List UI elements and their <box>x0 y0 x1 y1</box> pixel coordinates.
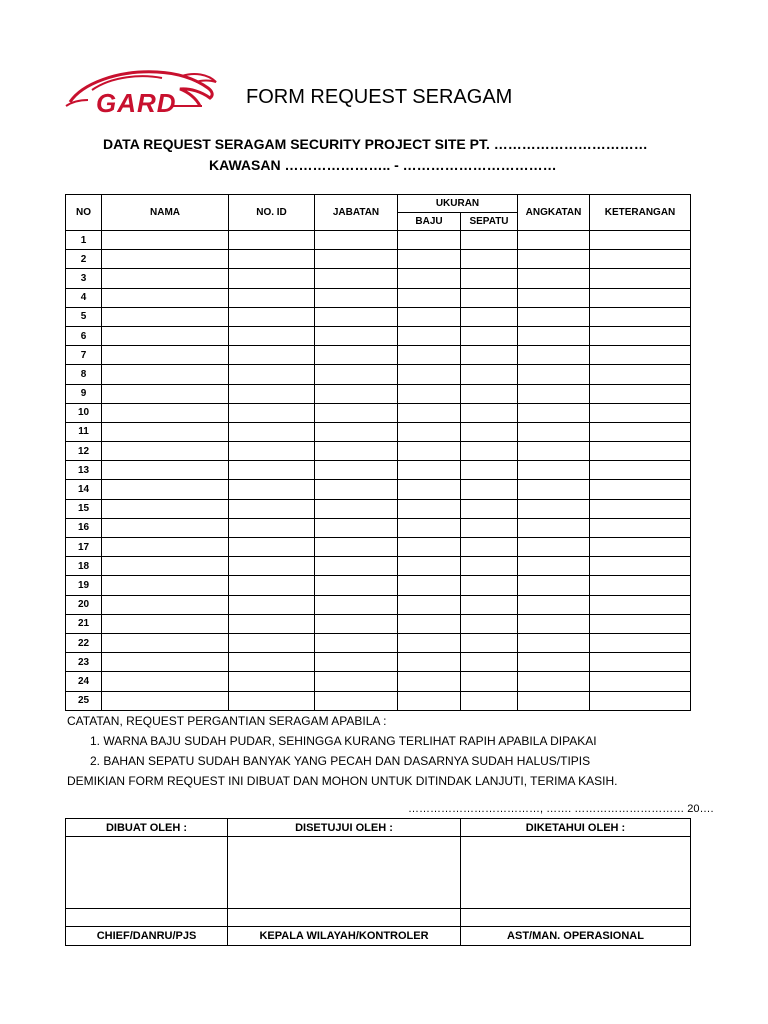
row-number: 23 <box>66 653 102 672</box>
notes-item-1: 1. WARNA BAJU SUDAH PUDAR, SEHINGGA KURANG TERLIHAT RAPIH APABILA DIPAKAI <box>90 734 597 748</box>
cell-nama[interactable] <box>102 614 229 633</box>
cell-sepatu[interactable] <box>461 653 518 672</box>
cell-keterangan[interactable] <box>590 557 691 576</box>
cell-no-id[interactable] <box>229 346 315 365</box>
row-number: 10 <box>66 403 102 422</box>
cell-sepatu[interactable] <box>461 691 518 710</box>
row-number: 7 <box>66 346 102 365</box>
notes-heading: CATATAN, REQUEST PERGANTIAN SERAGAM APABILA : <box>67 714 387 728</box>
row-number: 22 <box>66 633 102 652</box>
table-row <box>66 346 691 365</box>
cell-jabatan[interactable] <box>315 499 398 518</box>
cell-keterangan[interactable] <box>590 538 691 557</box>
cell-no-id[interactable] <box>229 538 315 557</box>
cell-angkatan[interactable] <box>518 480 590 499</box>
row-number: 15 <box>66 499 102 518</box>
table-row <box>66 595 691 614</box>
cell-baju[interactable] <box>398 403 461 422</box>
cell-no-id[interactable] <box>229 653 315 672</box>
cell-angkatan[interactable] <box>518 557 590 576</box>
signature-area-2[interactable] <box>228 837 461 909</box>
cell-angkatan[interactable] <box>518 499 590 518</box>
cell-no-id[interactable] <box>229 442 315 461</box>
table-row <box>66 614 691 633</box>
cell-keterangan[interactable] <box>590 672 691 691</box>
cell-no-id[interactable] <box>229 307 315 326</box>
signer-name-1[interactable] <box>66 909 228 927</box>
table-row <box>66 288 691 307</box>
cell-baju[interactable] <box>398 269 461 288</box>
cell-baju[interactable] <box>398 614 461 633</box>
header-ukuran: UKURAN <box>398 195 518 213</box>
cell-keterangan[interactable] <box>590 480 691 499</box>
cell-jabatan[interactable] <box>315 384 398 403</box>
cell-keterangan[interactable] <box>590 269 691 288</box>
table-row <box>66 672 691 691</box>
sign-header-disetujui: DISETUJUI OLEH : <box>228 819 461 837</box>
cell-nama[interactable] <box>102 557 229 576</box>
row-number: 14 <box>66 480 102 499</box>
cell-no-id[interactable] <box>229 595 315 614</box>
cell-sepatu[interactable] <box>461 538 518 557</box>
cell-nama[interactable] <box>102 288 229 307</box>
cell-keterangan[interactable] <box>590 288 691 307</box>
cell-nama[interactable] <box>102 422 229 441</box>
header-no-id: NO. ID <box>229 195 315 231</box>
cell-jabatan[interactable] <box>315 442 398 461</box>
cell-nama[interactable] <box>102 576 229 595</box>
cell-sepatu[interactable] <box>461 672 518 691</box>
cell-keterangan[interactable] <box>590 576 691 595</box>
cell-nama[interactable] <box>102 633 229 652</box>
cell-sepatu[interactable] <box>461 557 518 576</box>
cell-keterangan[interactable] <box>590 326 691 345</box>
cell-angkatan[interactable] <box>518 231 590 250</box>
cell-jabatan[interactable] <box>315 691 398 710</box>
table-row <box>66 326 691 345</box>
table-row <box>66 518 691 537</box>
cell-angkatan[interactable] <box>518 269 590 288</box>
cell-jabatan[interactable] <box>315 518 398 537</box>
header-keterangan: KETERANGAN <box>590 195 691 231</box>
date-place-line: ………………………………, ……. ………………………… 20…. <box>408 803 714 815</box>
cell-jabatan[interactable] <box>315 480 398 499</box>
cell-baju[interactable] <box>398 518 461 537</box>
cell-keterangan[interactable] <box>590 499 691 518</box>
cell-baju[interactable] <box>398 365 461 384</box>
sign-header-dibuat: DIBUAT OLEH : <box>66 819 228 837</box>
cell-sepatu[interactable] <box>461 346 518 365</box>
header-no: NO <box>66 195 102 231</box>
cell-nama[interactable] <box>102 653 229 672</box>
page-title: FORM REQUEST SERAGAM <box>246 86 513 108</box>
table-row <box>66 231 691 250</box>
row-number: 25 <box>66 691 102 710</box>
cell-keterangan[interactable] <box>590 422 691 441</box>
cell-angkatan[interactable] <box>518 538 590 557</box>
cell-angkatan[interactable] <box>518 288 590 307</box>
cell-sepatu[interactable] <box>461 633 518 652</box>
row-number: 13 <box>66 461 102 480</box>
cell-keterangan[interactable] <box>590 365 691 384</box>
row-number: 24 <box>66 672 102 691</box>
role-operasional: AST/MAN. OPERASIONAL <box>461 927 691 946</box>
cell-jabatan[interactable] <box>315 633 398 652</box>
table-row <box>66 384 691 403</box>
cell-keterangan[interactable] <box>590 307 691 326</box>
row-number: 11 <box>66 422 102 441</box>
cell-jabatan[interactable] <box>315 326 398 345</box>
cell-baju[interactable] <box>398 538 461 557</box>
cell-no-id[interactable] <box>229 384 315 403</box>
cell-jabatan[interactable] <box>315 576 398 595</box>
cell-sepatu[interactable] <box>461 231 518 250</box>
cell-keterangan[interactable] <box>590 653 691 672</box>
cell-baju[interactable] <box>398 461 461 480</box>
cell-baju[interactable] <box>398 307 461 326</box>
cell-angkatan[interactable] <box>518 365 590 384</box>
cell-no-id[interactable] <box>229 518 315 537</box>
row-number: 16 <box>66 518 102 537</box>
table-row <box>66 442 691 461</box>
notes-closing: DEMIKIAN FORM REQUEST INI DIBUAT DAN MOHON UNTUK DITINDAK LANJUTI, TERIMA KASIH. <box>67 774 618 788</box>
cell-sepatu[interactable] <box>461 288 518 307</box>
cell-no-id[interactable] <box>229 614 315 633</box>
cell-no-id[interactable] <box>229 576 315 595</box>
notes-item-2: 2. BAHAN SEPATU SUDAH BANYAK YANG PECAH DAN DASARNYA SUDAH HALUS/TIPIS <box>90 754 591 768</box>
cell-no-id[interactable] <box>229 422 315 441</box>
cell-nama[interactable] <box>102 384 229 403</box>
cell-no-id[interactable] <box>229 691 315 710</box>
cell-nama[interactable] <box>102 518 229 537</box>
cell-angkatan[interactable] <box>518 422 590 441</box>
cell-no-id[interactable] <box>229 461 315 480</box>
cell-sepatu[interactable] <box>461 250 518 269</box>
cell-angkatan[interactable] <box>518 633 590 652</box>
cell-angkatan[interactable] <box>518 653 590 672</box>
table-row <box>66 307 691 326</box>
row-number: 6 <box>66 326 102 345</box>
cell-angkatan[interactable] <box>518 576 590 595</box>
table-body <box>66 231 691 711</box>
cell-angkatan[interactable] <box>518 346 590 365</box>
cell-jabatan[interactable] <box>315 231 398 250</box>
cell-keterangan[interactable] <box>590 595 691 614</box>
table-row <box>66 365 691 384</box>
logo-wordmark: GARD <box>96 88 177 118</box>
cell-no-id[interactable] <box>229 326 315 345</box>
cell-nama[interactable] <box>102 691 229 710</box>
subtitle-project-site: DATA REQUEST SERAGAM SECURITY PROJECT SITE PT. …………………………… <box>103 136 648 152</box>
cell-jabatan[interactable] <box>315 269 398 288</box>
table-row <box>66 691 691 710</box>
cell-no-id[interactable] <box>229 499 315 518</box>
cell-sepatu[interactable] <box>461 518 518 537</box>
cell-angkatan[interactable] <box>518 403 590 422</box>
cell-no-id[interactable] <box>229 288 315 307</box>
notes-section <box>67 711 618 791</box>
cell-baju[interactable] <box>398 480 461 499</box>
table-row <box>66 461 691 480</box>
cell-angkatan[interactable] <box>518 672 590 691</box>
cell-keterangan[interactable] <box>590 518 691 537</box>
cell-keterangan[interactable] <box>590 403 691 422</box>
table-row <box>66 576 691 595</box>
cell-nama[interactable] <box>102 250 229 269</box>
cell-keterangan[interactable] <box>590 461 691 480</box>
header-angkatan: ANGKATAN <box>518 195 590 231</box>
cell-no-id[interactable] <box>229 557 315 576</box>
cell-baju[interactable] <box>398 288 461 307</box>
cell-nama[interactable] <box>102 403 229 422</box>
cell-keterangan[interactable] <box>590 442 691 461</box>
cell-nama[interactable] <box>102 442 229 461</box>
table-row <box>66 633 691 652</box>
cell-nama[interactable] <box>102 365 229 384</box>
table-row <box>66 250 691 269</box>
signer-name-2[interactable] <box>228 909 461 927</box>
cell-nama[interactable] <box>102 499 229 518</box>
cell-sepatu[interactable] <box>461 365 518 384</box>
cell-jabatan[interactable] <box>315 614 398 633</box>
row-number: 5 <box>66 307 102 326</box>
cell-nama[interactable] <box>102 595 229 614</box>
cell-baju[interactable] <box>398 250 461 269</box>
cell-angkatan[interactable] <box>518 384 590 403</box>
cell-jabatan[interactable] <box>315 250 398 269</box>
cell-nama[interactable] <box>102 269 229 288</box>
cell-angkatan[interactable] <box>518 461 590 480</box>
cell-angkatan[interactable] <box>518 326 590 345</box>
cell-jabatan[interactable] <box>315 672 398 691</box>
row-number: 19 <box>66 576 102 595</box>
cell-nama[interactable] <box>102 346 229 365</box>
cell-no-id[interactable] <box>229 480 315 499</box>
cell-sepatu[interactable] <box>461 326 518 345</box>
cell-keterangan[interactable] <box>590 346 691 365</box>
cell-keterangan[interactable] <box>590 384 691 403</box>
cell-nama[interactable] <box>102 307 229 326</box>
cell-sepatu[interactable] <box>461 595 518 614</box>
signature-area-3[interactable] <box>461 837 691 909</box>
cell-jabatan[interactable] <box>315 653 398 672</box>
row-number: 4 <box>66 288 102 307</box>
row-number: 21 <box>66 614 102 633</box>
row-number: 3 <box>66 269 102 288</box>
cell-angkatan[interactable] <box>518 595 590 614</box>
cell-sepatu[interactable] <box>461 576 518 595</box>
cell-sepatu[interactable] <box>461 269 518 288</box>
cell-nama[interactable] <box>102 326 229 345</box>
cell-baju[interactable] <box>398 557 461 576</box>
cell-angkatan[interactable] <box>518 691 590 710</box>
role-kepala-wilayah: KEPALA WILAYAH/KONTROLER <box>228 927 461 946</box>
cell-keterangan[interactable] <box>590 691 691 710</box>
header-sepatu: SEPATU <box>461 213 518 231</box>
cell-jabatan[interactable] <box>315 461 398 480</box>
cell-baju[interactable] <box>398 576 461 595</box>
table-row <box>66 499 691 518</box>
header-baju: BAJU <box>398 213 461 231</box>
cell-nama[interactable] <box>102 538 229 557</box>
cell-angkatan[interactable] <box>518 614 590 633</box>
subtitle-kawasan: KAWASAN ………………….. - …………………………… <box>209 157 557 173</box>
cell-keterangan[interactable] <box>590 614 691 633</box>
row-number: 17 <box>66 538 102 557</box>
cell-angkatan[interactable] <box>518 442 590 461</box>
table-row <box>66 557 691 576</box>
cell-baju[interactable] <box>398 595 461 614</box>
cell-baju[interactable] <box>398 346 461 365</box>
cell-jabatan[interactable] <box>315 403 398 422</box>
cell-sepatu[interactable] <box>461 480 518 499</box>
cell-keterangan[interactable] <box>590 231 691 250</box>
cell-keterangan[interactable] <box>590 250 691 269</box>
cell-no-id[interactable] <box>229 633 315 652</box>
row-number: 20 <box>66 595 102 614</box>
cell-angkatan[interactable] <box>518 307 590 326</box>
cell-no-id[interactable] <box>229 365 315 384</box>
cell-jabatan[interactable] <box>315 346 398 365</box>
cell-sepatu[interactable] <box>461 384 518 403</box>
cell-baju[interactable] <box>398 653 461 672</box>
row-number: 9 <box>66 384 102 403</box>
cell-sepatu[interactable] <box>461 442 518 461</box>
row-number: 1 <box>66 231 102 250</box>
table-row <box>66 653 691 672</box>
cell-baju[interactable] <box>398 442 461 461</box>
header-jabatan: JABATAN <box>315 195 398 231</box>
cell-baju[interactable] <box>398 422 461 441</box>
cell-no-id[interactable] <box>229 250 315 269</box>
cell-no-id[interactable] <box>229 672 315 691</box>
cell-keterangan[interactable] <box>590 633 691 652</box>
cell-sepatu[interactable] <box>461 422 518 441</box>
signer-name-3[interactable] <box>461 909 691 927</box>
role-chief: CHIEF/DANRU/PJS <box>66 927 228 946</box>
cell-sepatu[interactable] <box>461 403 518 422</box>
cell-nama[interactable] <box>102 672 229 691</box>
company-logo <box>62 62 218 122</box>
cell-sepatu[interactable] <box>461 614 518 633</box>
table-row <box>66 422 691 441</box>
row-number: 18 <box>66 557 102 576</box>
cell-baju[interactable] <box>398 672 461 691</box>
cell-jabatan[interactable] <box>315 422 398 441</box>
signature-table <box>65 818 691 946</box>
cell-sepatu[interactable] <box>461 499 518 518</box>
sign-header-diketahui: DIKETAHUI OLEH : <box>461 819 691 837</box>
cell-no-id[interactable] <box>229 403 315 422</box>
cell-baju[interactable] <box>398 691 461 710</box>
cell-baju[interactable] <box>398 326 461 345</box>
cell-baju[interactable] <box>398 384 461 403</box>
table-row <box>66 480 691 499</box>
cell-angkatan[interactable] <box>518 250 590 269</box>
cell-jabatan[interactable] <box>315 288 398 307</box>
cell-nama[interactable] <box>102 461 229 480</box>
cell-baju[interactable] <box>398 231 461 250</box>
cell-jabatan[interactable] <box>315 557 398 576</box>
table-row <box>66 269 691 288</box>
cell-angkatan[interactable] <box>518 518 590 537</box>
row-number: 12 <box>66 442 102 461</box>
cell-sepatu[interactable] <box>461 307 518 326</box>
row-number: 2 <box>66 250 102 269</box>
cell-jabatan[interactable] <box>315 365 398 384</box>
cell-jabatan[interactable] <box>315 307 398 326</box>
cell-baju[interactable] <box>398 499 461 518</box>
cell-no-id[interactable] <box>229 269 315 288</box>
request-table <box>65 194 691 711</box>
header-nama: NAMA <box>102 195 229 231</box>
cell-no-id[interactable] <box>229 231 315 250</box>
row-number: 8 <box>66 365 102 384</box>
signature-area-1[interactable] <box>66 837 228 909</box>
cell-baju[interactable] <box>398 633 461 652</box>
cell-nama[interactable] <box>102 231 229 250</box>
cell-nama[interactable] <box>102 480 229 499</box>
cell-sepatu[interactable] <box>461 461 518 480</box>
cell-jabatan[interactable] <box>315 595 398 614</box>
table-row <box>66 403 691 422</box>
table-row <box>66 538 691 557</box>
cell-jabatan[interactable] <box>315 538 398 557</box>
